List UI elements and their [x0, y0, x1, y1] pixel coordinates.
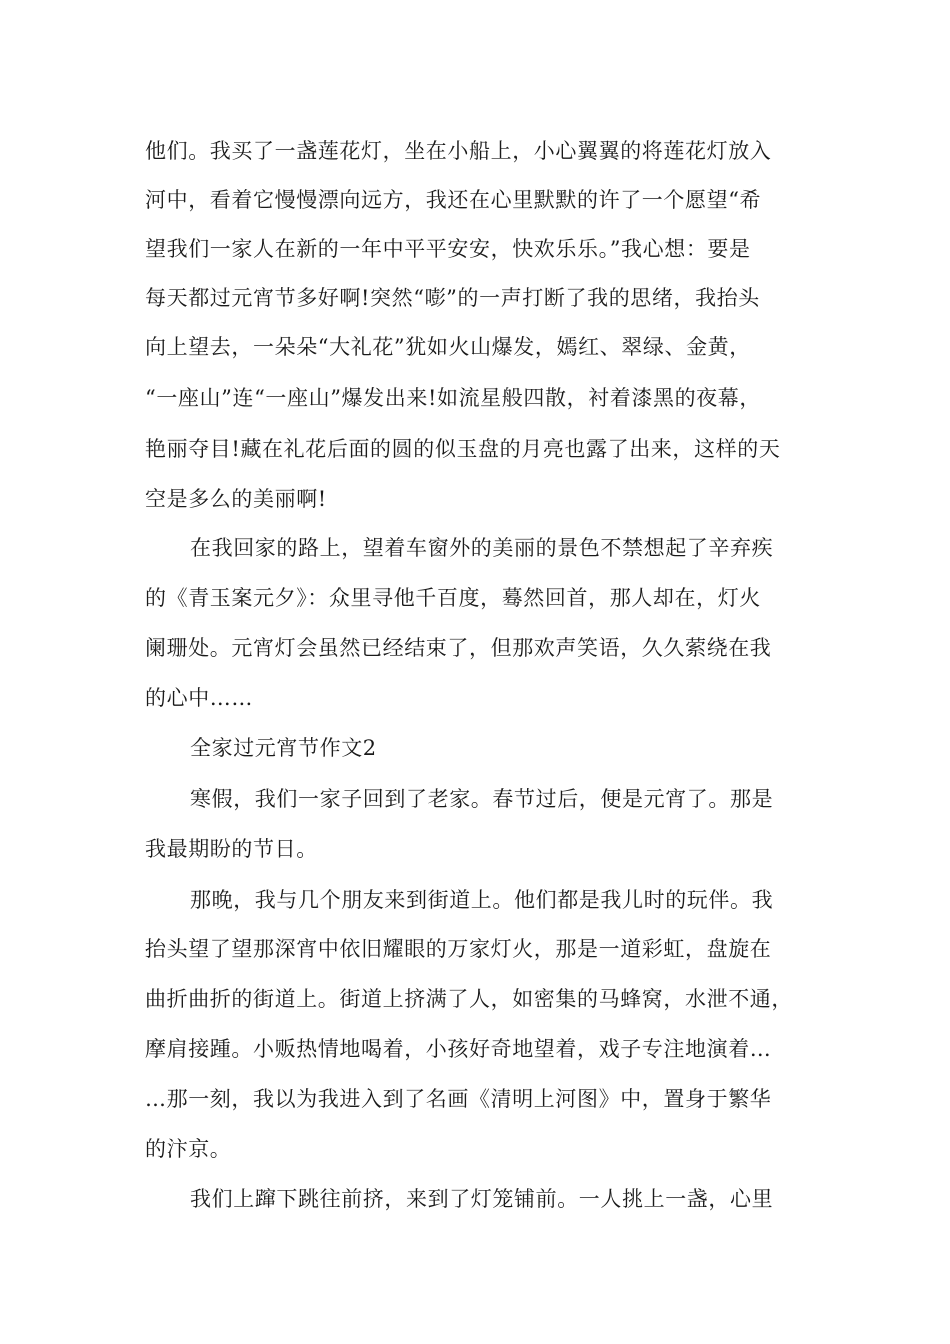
text-line: 每天都过元宵节多好啊!突然“嘭”的一声打断了我的思绪，我抬头: [145, 286, 760, 310]
text-line: 寒假，我们一家子回到了老家。春节过后，便是元宵了。那是: [190, 787, 774, 811]
text-line: 我们上蹿下跳往前挤，来到了灯笼铺前。一人挑上一盏，心里: [190, 1187, 774, 1211]
text-line: 向上望去，一朵朵“大礼花”犹如火山爆发，嫣红、翠绿、金黄，: [145, 335, 751, 359]
text-line: 的《青玉案元夕》：众里寻他千百度，蓦然回首，那人却在，灯火: [145, 586, 761, 610]
text-line: 我最期盼的节日。: [145, 837, 318, 861]
text-line: 抬头望了望那深宵中依旧耀眼的万家灯火，那是一道彩虹，盘旋在: [145, 937, 772, 961]
text-line: 摩肩接踵。小贩热情地喝着，小孩好奇地望着，戏子专注地演着…: [145, 1037, 772, 1061]
text-line: 那晚，我与几个朋友来到街道上。他们都是我儿时的玩伴。我: [190, 888, 774, 912]
text-line: 在我回家的路上，望着车窗外的美丽的景色不禁想起了辛弃疾: [190, 536, 774, 560]
text-line: 艳丽夺目!藏在礼花后面的圆的似玉盘的月亮也露了出来，这样的天: [145, 437, 781, 461]
text-line: 他们。我买了一盏莲花灯，坐在小船上，小心翼翼的将莲花灯放入: [145, 139, 772, 163]
text-line: 的汴京。: [145, 1137, 232, 1161]
text-line: 望我们一家人在新的一年中平平安安，快欢乐乐。”我心想：要是: [145, 237, 751, 261]
section-heading: 全家过元宵节作文2: [190, 736, 377, 760]
text-line: “一座山”连“一座山”爆发出来!如流星般四散，衬着漆黑的夜幕，: [145, 386, 761, 410]
text-line: 河中，看着它慢慢漂向远方，我还在心里默默的许了一个愿望“希: [145, 188, 762, 212]
text-line: 空是多么的美丽啊!: [145, 487, 327, 511]
text-line: …那一刻，我以为我进入到了名画《清明上河图》中，置身于繁华: [145, 1087, 772, 1111]
text-line: 的心中……: [145, 686, 253, 710]
text-line: 曲折曲折的街道上。街道上挤满了人，如密集的马蜂窝，水泄不通，: [145, 987, 793, 1011]
text-line: 阑珊处。元宵灯会虽然已经结束了，但那欢声笑语，久久萦绕在我: [145, 636, 772, 660]
